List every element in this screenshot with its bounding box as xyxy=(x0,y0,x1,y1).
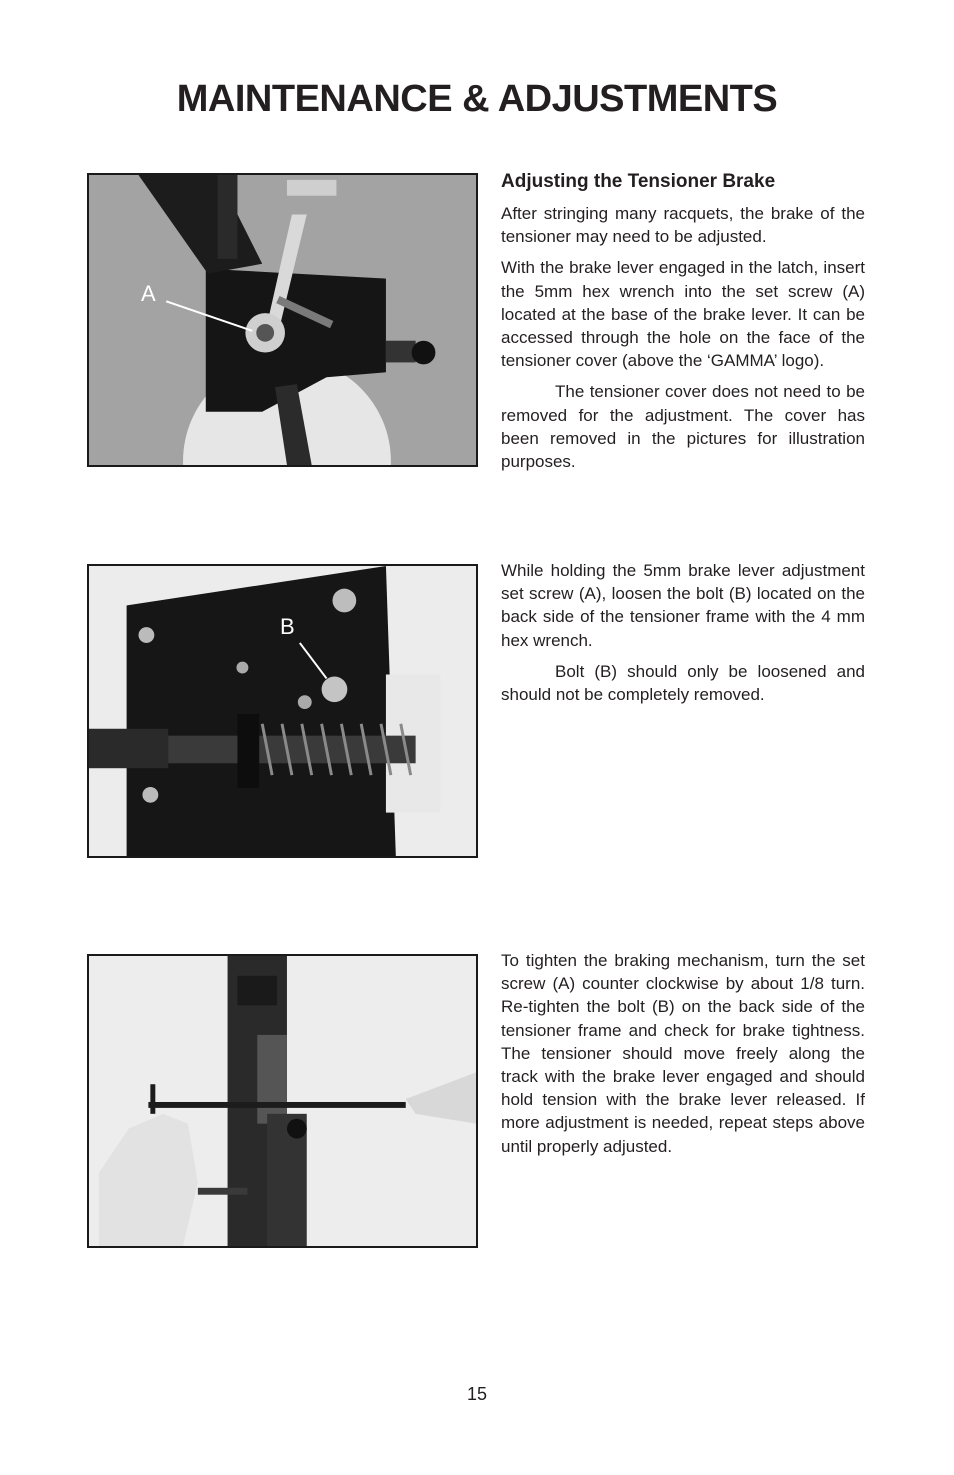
section-loosen-bolt xyxy=(501,559,865,714)
photo-bolt-b xyxy=(87,564,478,858)
page-number: 15 xyxy=(466,1384,488,1404)
hex-wrench-photo-illustration xyxy=(89,956,476,1246)
section-adjusting-tensioner-brake xyxy=(501,170,865,481)
photo-label-a: A xyxy=(141,281,156,306)
brake-lever-photo-illustration xyxy=(89,175,476,465)
paragraph: The tensioner cover does not need to be removed for the adjustment. The cover has been removed in the pictures for illustration purposes. xyxy=(501,382,865,472)
section-heading: Adjusting the Tensioner Brake xyxy=(501,171,776,192)
photo-brake-lever-set-screw xyxy=(87,173,478,467)
paragraph: To tighten the braking mechanism, turn the set screw (A) counter clockwise by about 1/8 turn. Re-tighten the bolt (B) on the back side of the tensioner frame and check for brake tightness. The tensioner should move freely along the track with the brake lever engaged and should hold tension with the brake lever released. If more adjustment is needed, repeat steps above until properly adjusted. xyxy=(501,951,865,1156)
paragraph: Bolt (B) should only be loosened and should not be completely removed. xyxy=(501,661,865,705)
page-title: MAINTENANCE & ADJUSTMENTS xyxy=(176,78,778,120)
paragraph: While holding the 5mm brake lever adjustment set screw (A), loosen the bolt (B) located on the back side of the tensioner frame with the 4 mm hex wrench. xyxy=(501,561,865,650)
photo-label-b: B xyxy=(280,614,295,639)
paragraph: After stringing many racquets, the brake of the tensioner may need to be adjusted. xyxy=(501,204,865,247)
paragraph: With the brake lever engaged in the latch, insert the 5mm hex wrench into the set screw (A) located at the base of the brake lever. It can be accessed through the hole on the face of the tensioner cover (above the ‘GAMMA’ logo). xyxy=(501,258,865,371)
section-tighten-brake xyxy=(501,949,865,1166)
bolt-photo-illustration xyxy=(89,566,476,856)
photo-hex-wrench-adjustment xyxy=(87,954,478,1248)
